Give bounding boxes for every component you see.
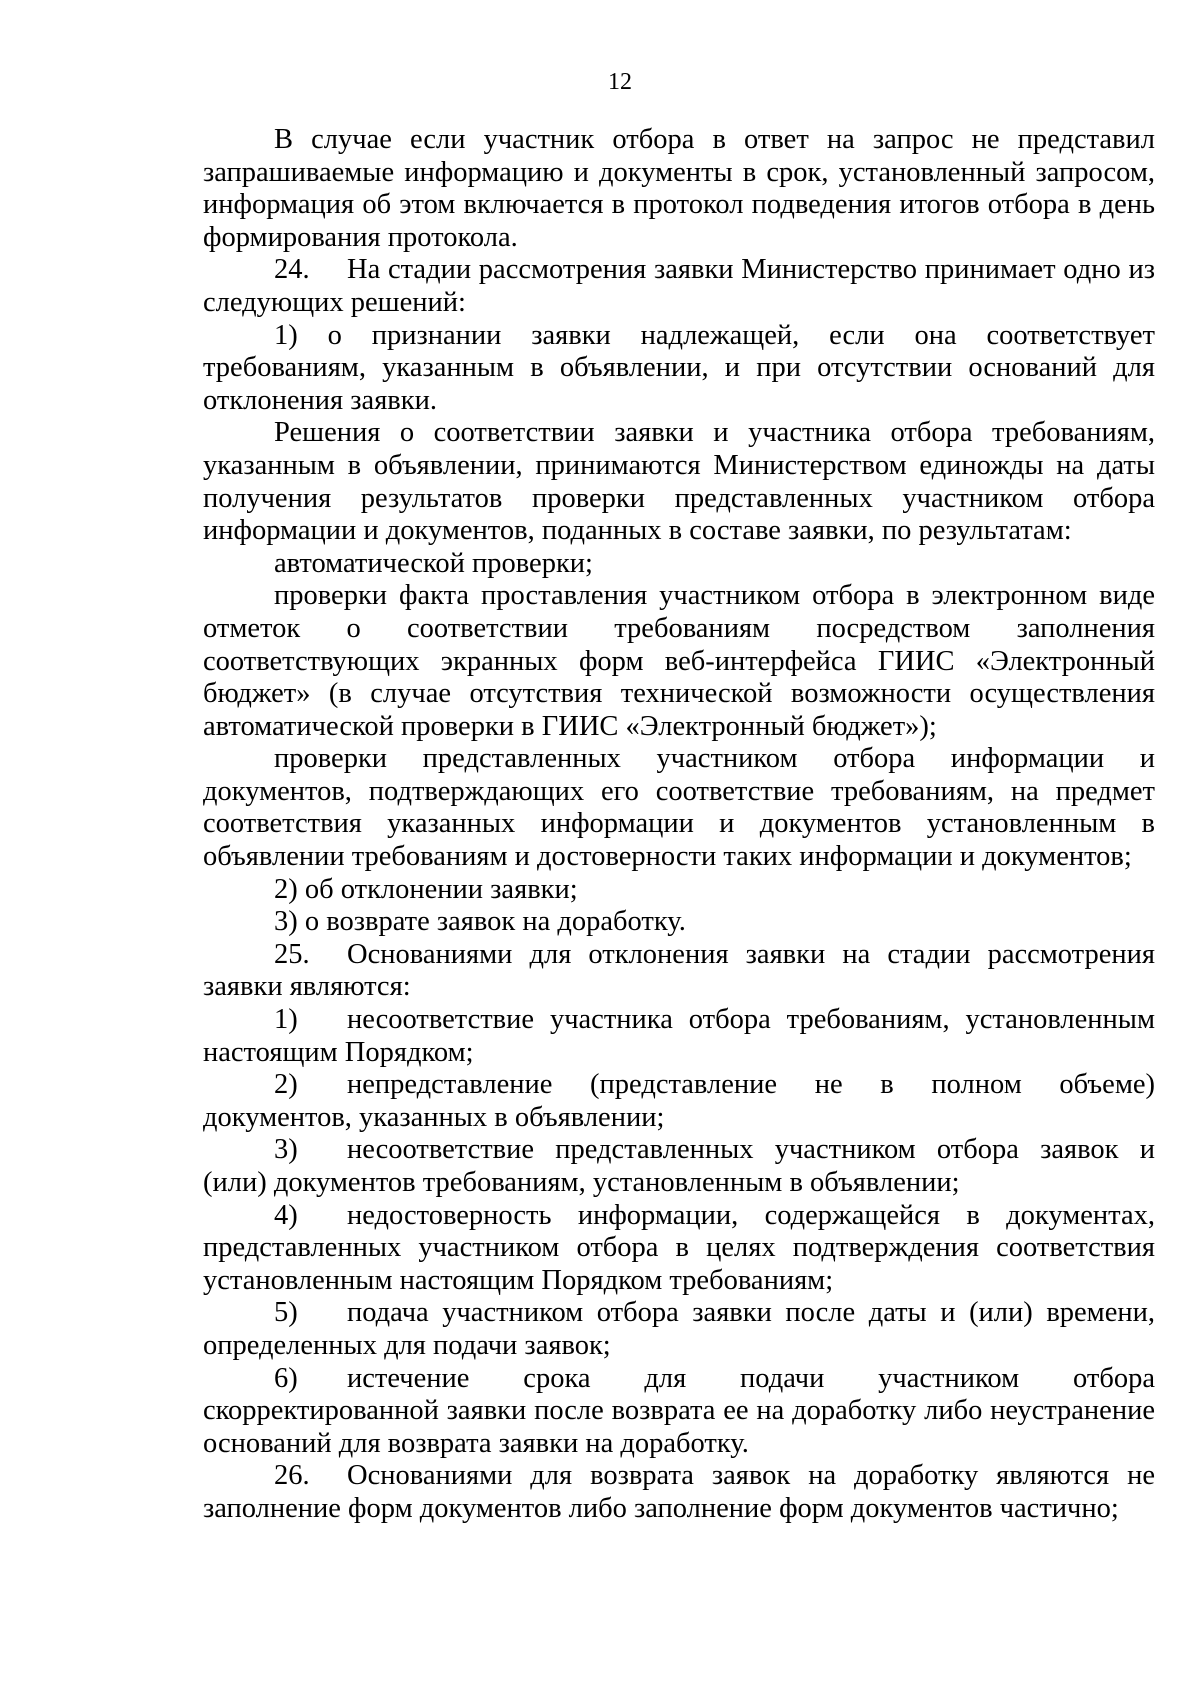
item-text: несоответствие участника отбора требованиям, установленным настоящим Порядком; (203, 1004, 1155, 1068)
decision-return: 3) о возврате заявок на доработку. (274, 906, 686, 938)
reject-ground-1 (203, 1004, 1155, 1069)
item-number: 4) (274, 1199, 298, 1231)
page-number: 12 (608, 69, 632, 95)
reject-ground-4 (203, 1200, 1155, 1298)
clause-25 (203, 939, 1155, 1004)
reject-ground-5 (203, 1297, 1155, 1362)
reject-ground-3 (203, 1134, 1155, 1199)
item-number: 5) (274, 1297, 298, 1329)
item-text: непредставление (представление не в полном объеме) документов, указанных в объявлении; (203, 1069, 1155, 1133)
document-body (203, 124, 1155, 1526)
clause-24 (203, 254, 1155, 319)
item-text: несоответствие представленных участником отбора заявок и (или) документов требованиям, установленным в объявлении; (203, 1134, 1155, 1198)
item-text: недостоверность информации, содержащейся в документах, представленных участником отбора в целях подтверждения соответствия установленным настоящим Порядком требованиям; (203, 1199, 1155, 1296)
item-number: 6) (274, 1362, 298, 1394)
clause-number: 26. (274, 1460, 310, 1492)
reject-ground-6 (203, 1363, 1155, 1461)
clause-number: 24. (274, 254, 310, 286)
check-automatic: автоматической проверки; (274, 547, 593, 579)
decision-reject: 2) об отклонении заявки; (274, 873, 578, 905)
clause-text: Основаниями для отклонения заявки на стадии рассмотрения заявки являются: (203, 938, 1155, 1003)
item-number: 2) (274, 1069, 298, 1101)
paragraph-response-missing: В случае если участник отбора в ответ на запрос не представил запрашиваемые информацию и документы в срок, установленный запросом, информация об этом включается в протокол подведения итогов отбора в день формирования протокола. (203, 124, 1155, 253)
clause-text: Основаниями для возврата заявок на доработку являются не заполнение форм документов либо заполнение форм документов частично; (203, 1460, 1155, 1524)
reject-ground-2 (203, 1069, 1155, 1134)
item-number: 3) (274, 1134, 298, 1166)
check-documents: проверки представленных участником отбора информации и документов, подтверждающих его соответствие требованиям, на предмет соответствия указанных информации и документов установленным в объявлении требованиям и достоверности таких информации и документов; (203, 743, 1155, 873)
item-text: истечение срока для подачи участником отбора скорректированной заявки после возврата ее на доработку либо неустранение оснований для возврата заявки на доработку. (203, 1362, 1155, 1459)
clause-text: На стадии рассмотрения заявки Министерство принимает одно из следующих решений: (203, 254, 1155, 318)
clause-26 (203, 1460, 1155, 1525)
check-electronic-marks: проверки факта проставления участником отбора в электронном виде отметок о соответствии требованиям посредством заполнения соответствующих экранных форм веб-интерфейса ГИИС «Электронный бюджет» (в случае отсутствия технической возможности осуществления автоматической проверки в ГИИС «Электронный бюджет»); (203, 580, 1155, 742)
item-text: подача участником отбора заявки после даты и (или) времени, определенных для подачи заявок; (203, 1297, 1155, 1361)
clause-number: 25. (274, 938, 310, 970)
paragraph-decisions-on-compliance: Решения о соответствии заявки и участника отбора требованиям, указанным в объявлении, принимаются Министерством единожды на даты получения результатов проверки представленных участником отбора информации и документов, поданных в составе заявки, по результатам: (203, 417, 1155, 547)
decision-recognize-proper: 1) о признании заявки надлежащей, если она соответствует требованиям, указанным в объявлении, и при отсутствии оснований для отклонения заявки. (203, 319, 1155, 416)
item-number: 1) (274, 1004, 298, 1036)
